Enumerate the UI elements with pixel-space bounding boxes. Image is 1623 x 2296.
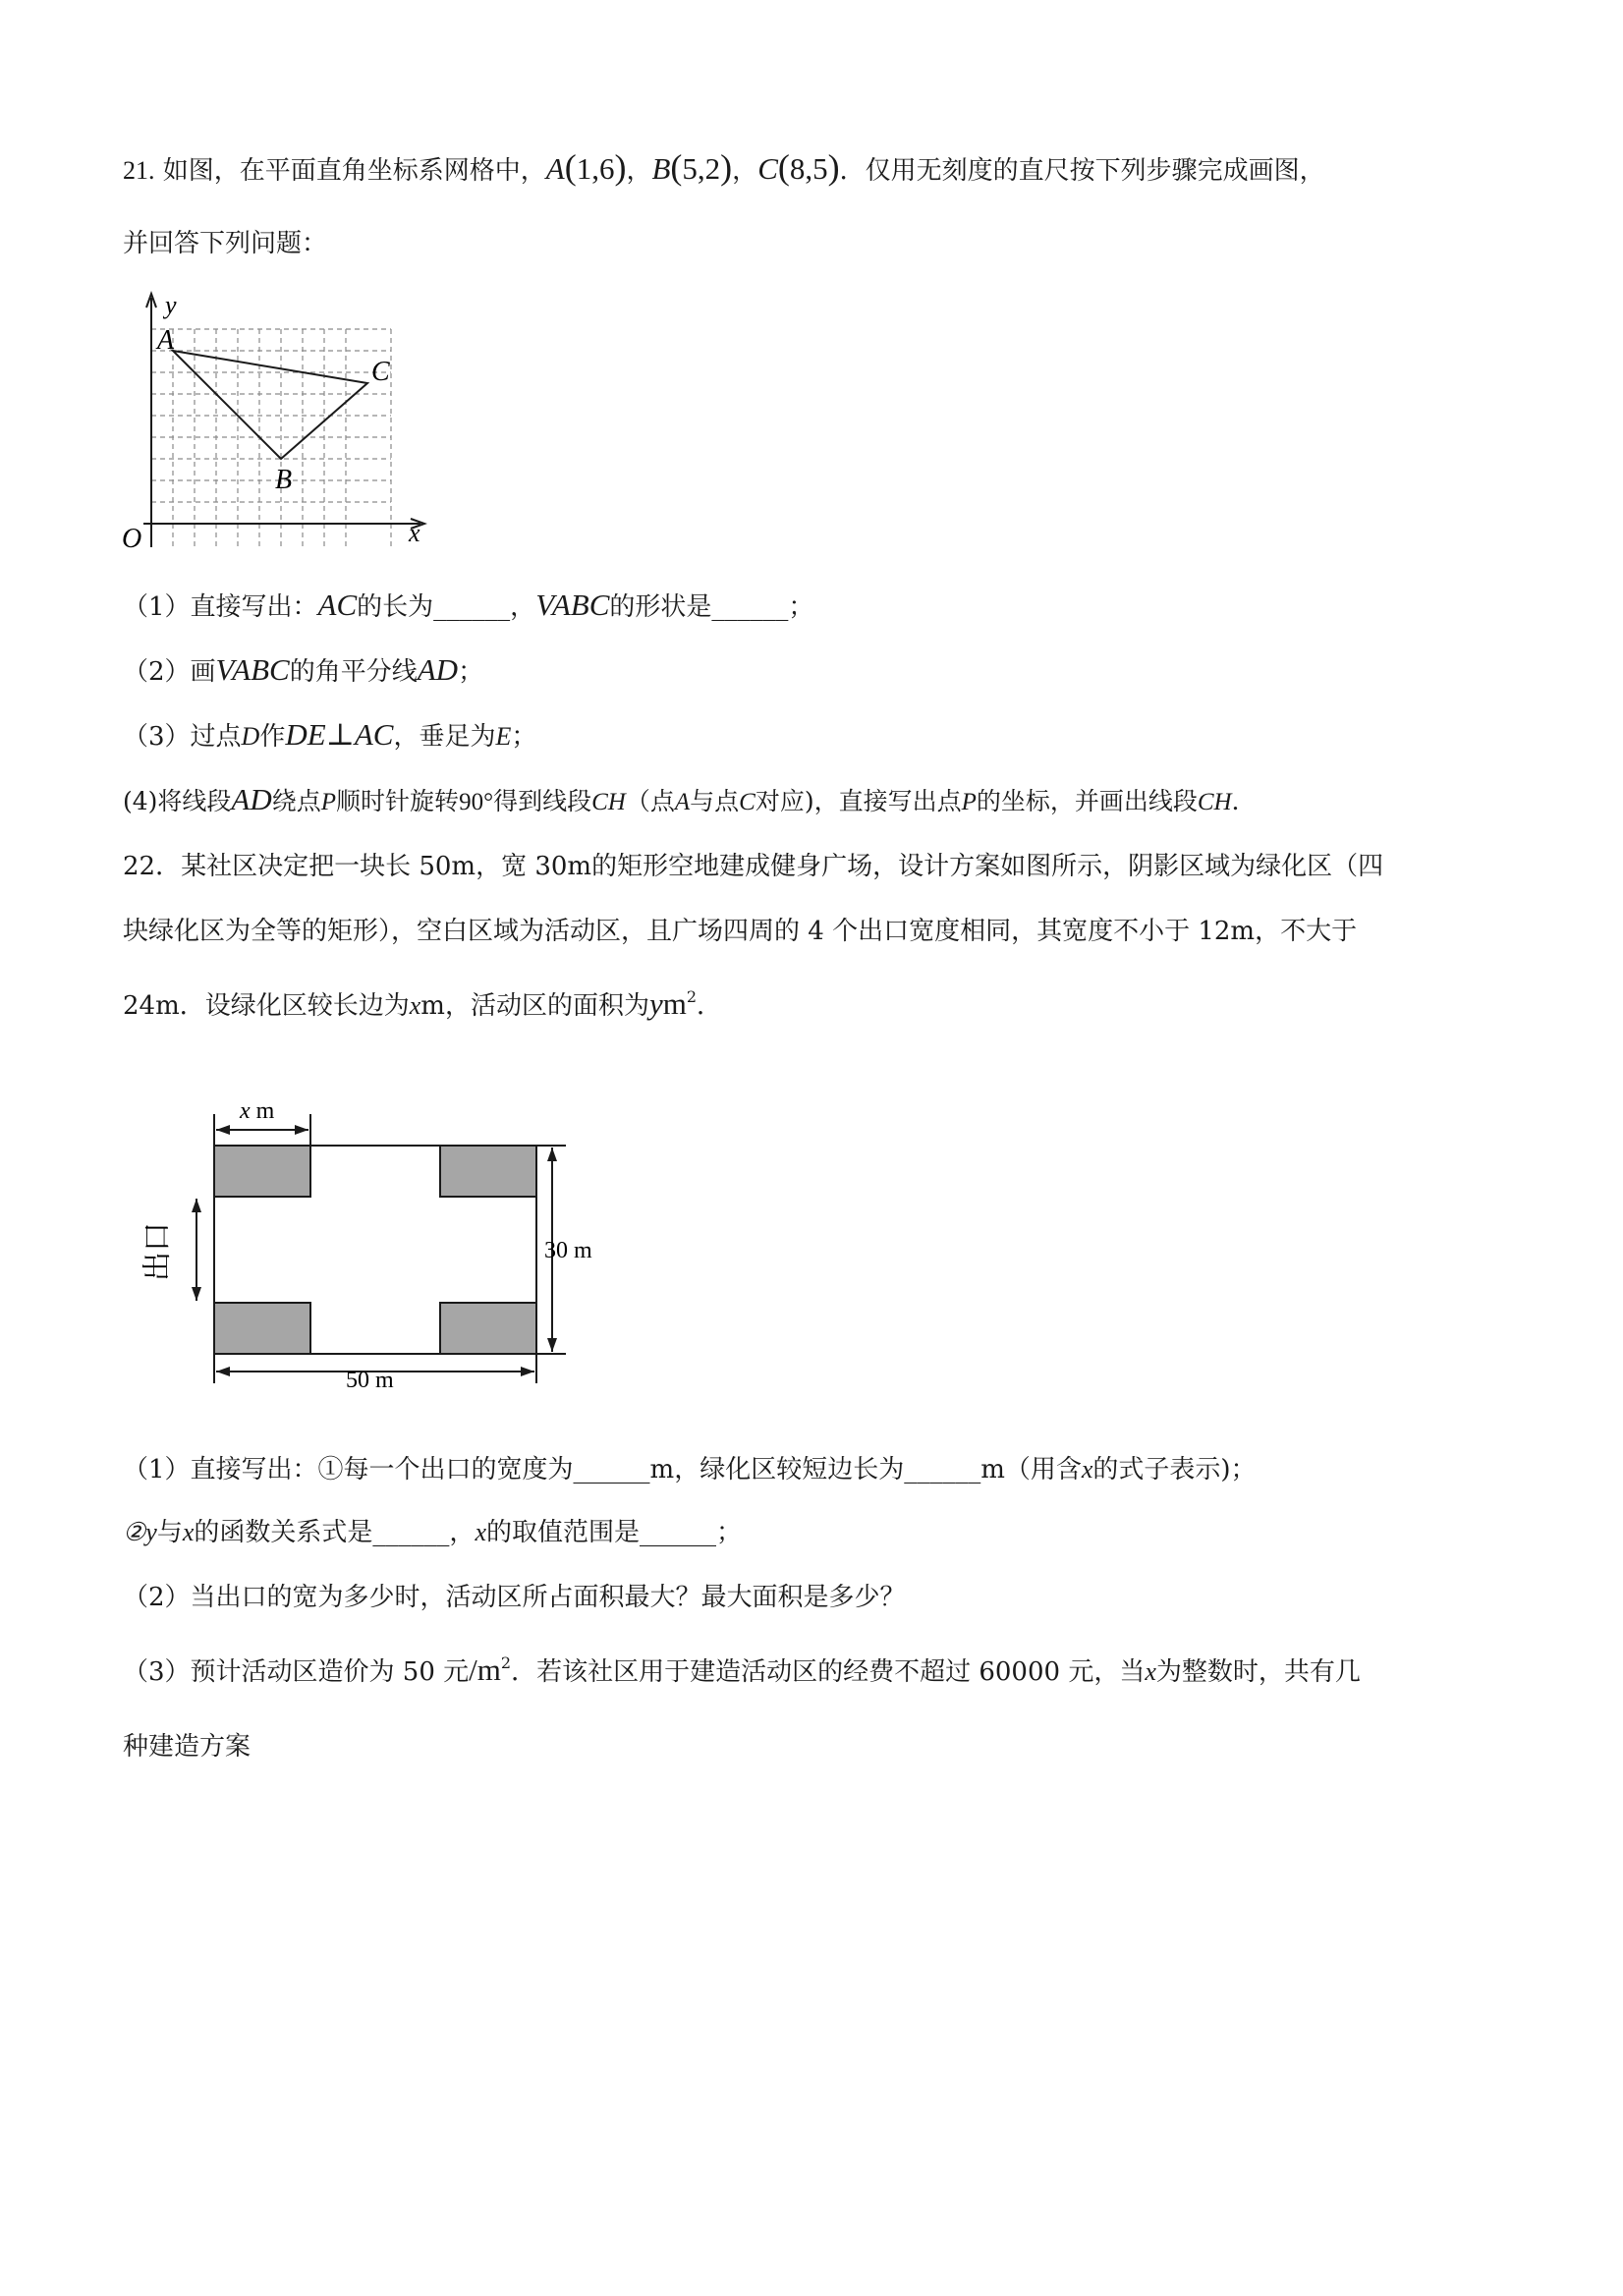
- point-c-coord: 8,5: [789, 151, 828, 186]
- q21-intro-a: 如图，在平面直角坐标系网格中，: [162, 156, 546, 186]
- point-b-name: B: [651, 151, 671, 186]
- q22-line-3: 24m．设绿化区较长边为xm，活动区的面积为$ym^2$．: [123, 986, 723, 1021]
- q21-intro-line: 21. 如图，在平面直角坐标系网格中，A(1,6)，B(5,2)，C(8,5)．仅用无刻度的直尺按下列步骤完成画图，: [123, 147, 1325, 187]
- plaza-design-figure: [138, 1091, 629, 1395]
- q21-number: 21.: [123, 156, 155, 185]
- point-c-name: C: [757, 151, 778, 186]
- q21-part-2: （2）画VABC的角平分线AD；: [123, 652, 484, 687]
- point-a-name: A: [545, 151, 565, 186]
- q22-line-2: 块绿化区为全等的矩形），空白区域为活动区，且广场四周的 4 个出口宽度相同，其宽度不小于 12m，不大于: [123, 917, 1358, 946]
- vertex-c-label: C: [371, 357, 390, 387]
- x-axis-label: x: [409, 519, 420, 547]
- q21-intro-b: ．仅用无刻度的直尺按下列步骤完成画图，: [839, 156, 1325, 186]
- y-axis-label: y: [165, 291, 177, 319]
- q22-part-3: （3）预计活动区造价为 50 元$/m^2$．若该社区用于建造活动区的经费不超过 60000 元，当x为整数时，共有几: [123, 1652, 1361, 1687]
- q22-part-2: （2）当出口的宽为多少时，活动区所占面积最大？最大面积是多少？: [123, 1583, 906, 1612]
- green-area-bottom-left: [214, 1303, 310, 1354]
- q21-part-3: （3）过点D作DE⊥AC，垂足为E；: [123, 717, 537, 752]
- exit-label: 出口: [140, 1222, 175, 1281]
- origin-label: O: [122, 524, 142, 554]
- q21-intro-line-2: 并回答下列问题：: [123, 229, 328, 258]
- q21-part-1: （1）直接写出：AC的长为______，VABC的形状是______；: [123, 588, 814, 622]
- green-area-top-right: [440, 1146, 536, 1197]
- point-b-coord: 5,2: [682, 151, 721, 186]
- length-label: 50 m: [346, 1368, 394, 1393]
- point-a-coord: 1,6: [576, 151, 615, 186]
- q22-line-1: 22．某社区决定把一块长 50m，宽 30m的矩形空地建成健身广场，设计方案如图所示，阴影区域为绿化区（四: [123, 852, 1384, 881]
- green-area-top-left: [214, 1146, 310, 1197]
- q22-part-1: （1）直接写出：①每一个出口的宽度为______m，绿化区较短边长为______m（用含x的式子表示)；: [123, 1455, 1257, 1484]
- q21-part-4: (4)将线段AD绕点P顺时针旋转90°得到线段CH（点A与点C对应)，直接写出点P的坐标，并画出线段CH．: [123, 782, 1257, 816]
- height-label: 30 m: [544, 1238, 592, 1263]
- vertex-a-label: A: [157, 325, 175, 356]
- vertex-b-label: B: [275, 465, 293, 495]
- q22-part-1b: ②y与x的函数关系式是______，x的取值范围是______；: [123, 1518, 742, 1547]
- coordinate-grid-figure: [108, 290, 442, 555]
- width-label-x: x m: [240, 1098, 275, 1124]
- green-area-bottom-right: [440, 1303, 536, 1354]
- q22-part-3-cont: 种建造方案: [123, 1732, 252, 1762]
